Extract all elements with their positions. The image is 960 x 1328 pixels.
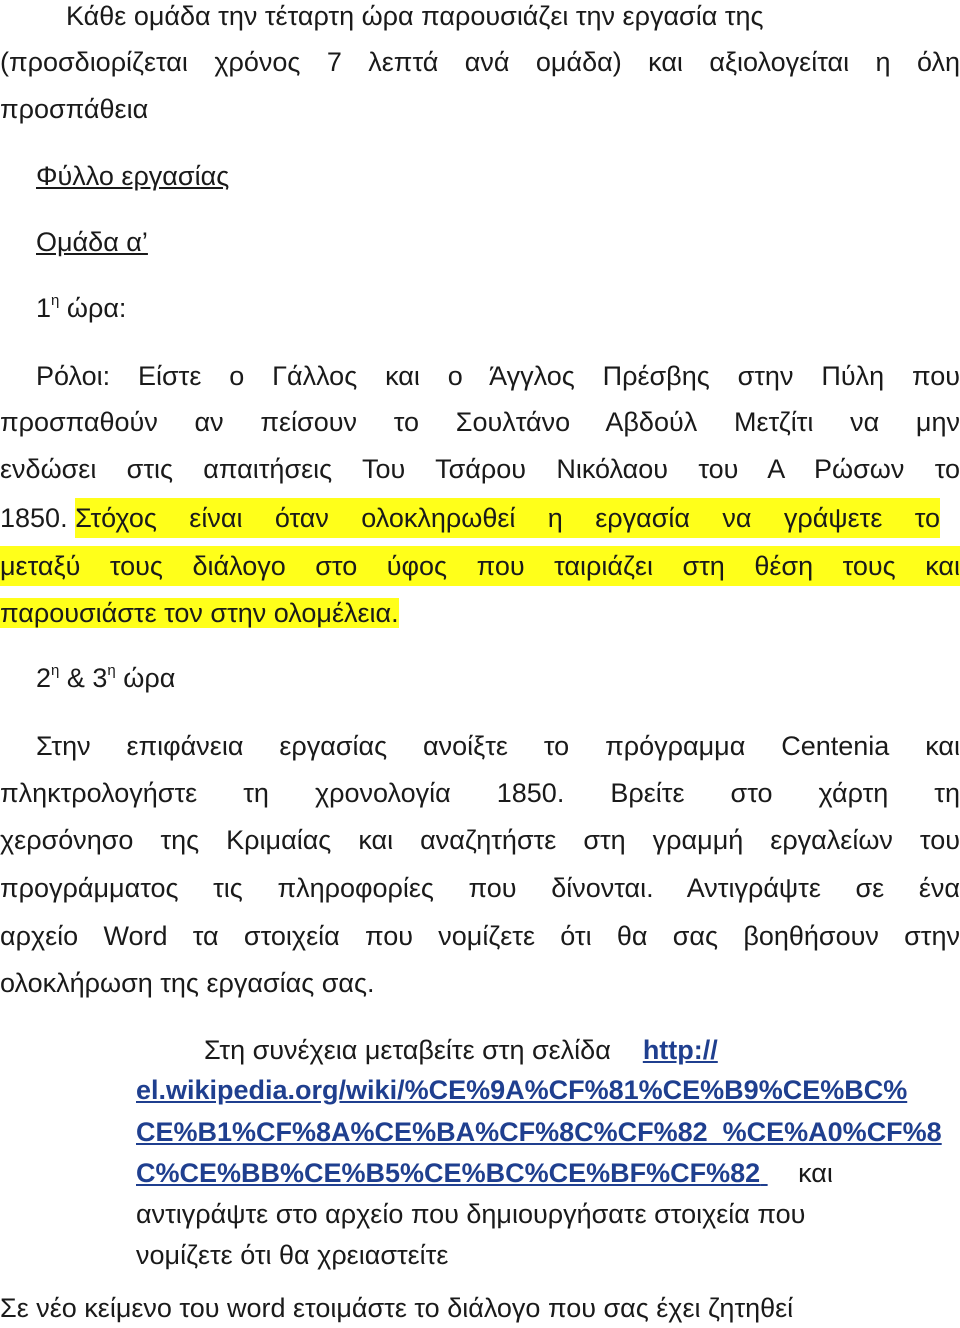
- roles-line-4: [0, 498, 960, 538]
- hour-1-number: 1: [36, 293, 52, 323]
- wikipedia-link-part-4[interactable]: C%CE%BB%CE%B5%CE%BC%CE%BF%CF%82: [136, 1158, 761, 1188]
- task-line-5: αρχείο Word τα στοιχεία που νομίζετε ότι θα σας βοηθήσουν στην: [0, 921, 960, 951]
- task-line-4: προγράμματος τις πληροφορίες που δίνονται. Αντιγράψτε σε ένα: [0, 873, 960, 903]
- next-line-2: [136, 1070, 960, 1110]
- task-line-6: ολοκλήρωση της εργασίας σας.: [0, 968, 375, 998]
- worksheet-title: Φύλλο εργασίας: [36, 161, 230, 191]
- group-title: Ομάδα α’: [36, 227, 148, 257]
- wikipedia-link-part-3[interactable]: CE%B1%CF%8A%CE%BA%CF%8C%CF%82_%CE%A0%CF%8: [136, 1117, 942, 1147]
- hour-1-sup: η: [51, 292, 60, 309]
- link-underline-tail[interactable]: [760, 1153, 798, 1193]
- goal-highlight-1: Στόχος είναι όταν ολοκληρωθεί η εργασία να γράψετε το: [75, 498, 940, 538]
- intro-line-1: Κάθε ομάδα την τέταρτη ώρα παρουσιάζει την εργασία της: [66, 1, 764, 31]
- next-line-6: νομίζετε ότι θα χρειαστείτε: [136, 1240, 449, 1270]
- task-line-1: Στην επιφάνεια εργασίας ανοίξτε το πρόγραμμα Centenia και: [36, 731, 960, 761]
- hour-3-sup: η: [107, 662, 116, 679]
- hour-3-number: & 3: [59, 663, 108, 693]
- intro-line-2: (προσδιορίζεται χρόνος 7 λεπτά ανά ομάδα) και αξιολογείται η όλη: [0, 47, 960, 77]
- hour-1-text: ώρα:: [59, 293, 127, 323]
- goal-highlight-3: παρουσιάστε τον στην ολομέλεια.: [0, 598, 399, 628]
- wikipedia-link-part-2[interactable]: el.wikipedia.org/wiki/%CE%9A%CF%81%CE%B9%CE%BC%: [136, 1075, 908, 1105]
- next-line-4: [136, 1153, 960, 1193]
- hours-2-3-text: ώρα: [115, 663, 176, 693]
- hours-2-3-label: [36, 658, 960, 698]
- task-line-2: πληκτρολογήστε τη χρονολογία 1850. Βρείτε στο χάρτη τη: [0, 778, 960, 808]
- task-line-3: χερσόνησο της Κριμαίας και αναζητήστε στη γραμμή εργαλείων του: [0, 825, 960, 855]
- hour-2-sup: η: [51, 662, 60, 679]
- hour-2-number: 2: [36, 663, 52, 693]
- roles-line-3: ενδώσει στις απαιτήσεις Του Τσάρου Νικόλαου του Α Ρώσων το: [0, 454, 960, 484]
- intro-line-3: προσπάθεια: [0, 94, 149, 124]
- next-line-3: [136, 1112, 960, 1152]
- roles-line-1: Ρόλοι: Είστε ο Γάλλος και ο Άγγλος Πρέσβης στην Πύλη που: [36, 361, 960, 391]
- roles-line-6: [0, 593, 960, 633]
- goal-highlight-2: μεταξύ τους διάλογο στο ύφος που ταιριάζει στη θέση τους και: [0, 546, 960, 586]
- next-and: και: [798, 1158, 833, 1188]
- next-instruction: Στη συνέχεια μεταβείτε στη σελίδα: [204, 1035, 611, 1065]
- wikipedia-link-part-1[interactable]: http://: [642, 1035, 718, 1065]
- next-line-5: αντιγράψτε στο αρχείο που δημιουργήσατε στοιχεία που: [136, 1199, 806, 1229]
- roles-line-5: [0, 546, 960, 586]
- hour-1-label: [36, 288, 960, 328]
- roles-year: 1850.: [0, 503, 76, 533]
- final-instruction: Σε νέο κείμενο του word ετοιμάστε το διάλογο που σας έχει ζητηθεί: [0, 1293, 794, 1323]
- next-line-1: [204, 1030, 944, 1070]
- roles-line-2: προσπαθούν αν πείσουν το Σουλτάνο Αβδούλ Μετζίτι να μην: [0, 407, 960, 437]
